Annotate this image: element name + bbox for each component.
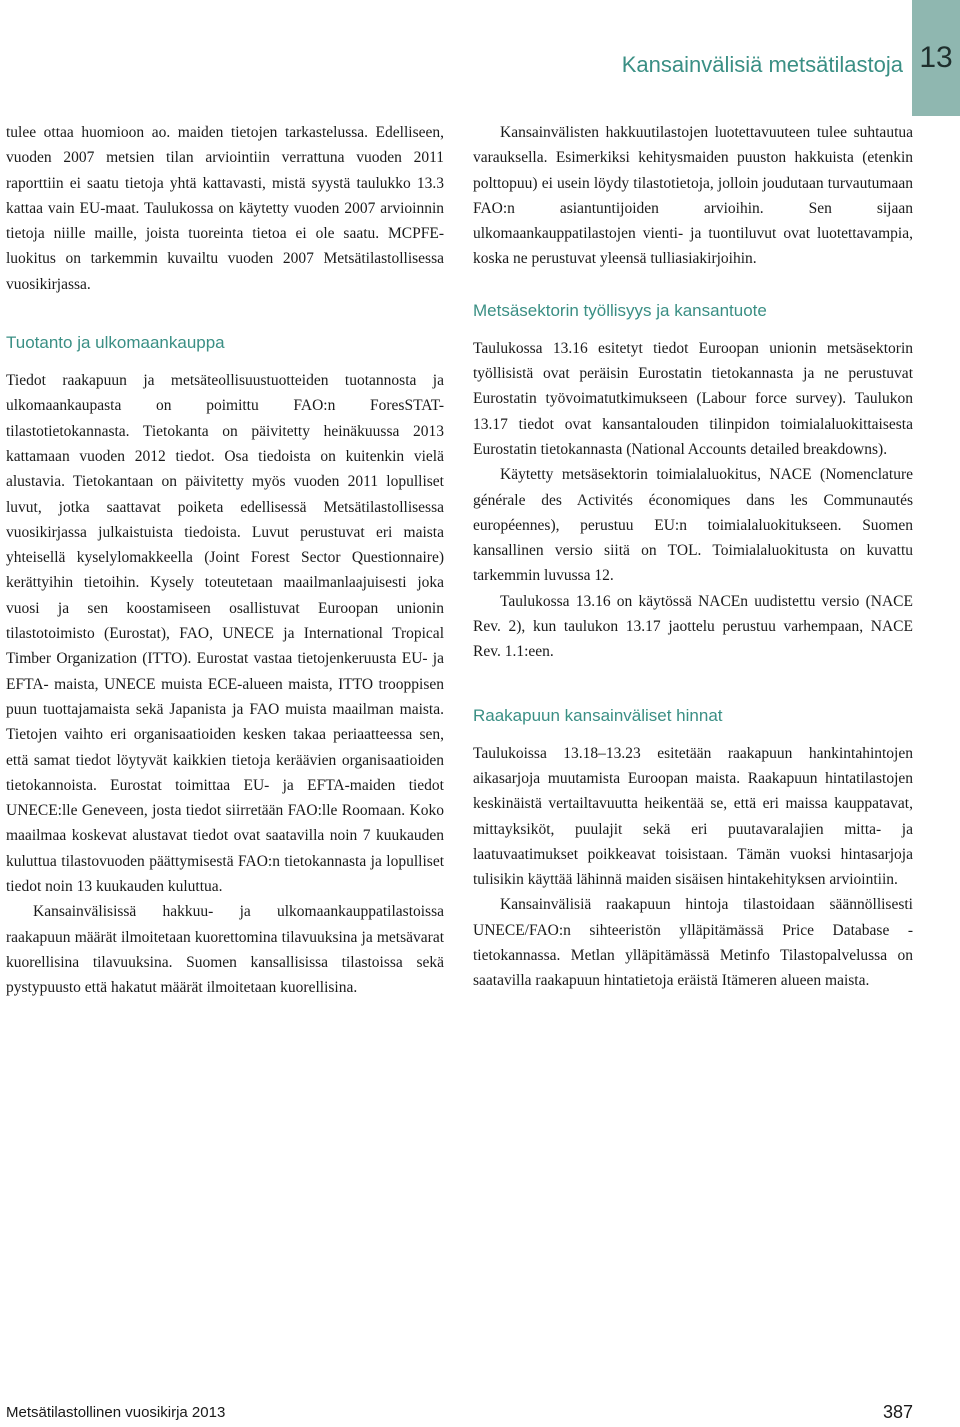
- chapter-number-tab: 13: [912, 0, 960, 116]
- right-column: [473, 120, 913, 994]
- paragraph: Kansainvälisiä raakapuun hintoja tilastoidaan säännöllisesti UNECE/FAO:n sihteeristön ylläpitämässä Price Database -tietokannassa. Metlan ylläpitämässä Metinfo Tilastopalvelussa on saatavilla raakapuun hintatietoja eräistä Itämeren alueen maista.: [473, 896, 913, 990]
- section-heading-production-trade: Tuotanto ja ulkomaankauppa: [6, 333, 225, 353]
- paragraph: Käytetty metsäsektorin toimialaluokitus, NACE (Nomenclature générale des Activités économiques dans les Communautés européennes), perustuu EU:n toimialaluokitukseen. Suomen kansallinen versio siitä on TOL. Toimialaluokitusta on kuvattu tarkemmin luvussa 12.: [473, 466, 913, 585]
- paragraph: Kansainvälisissä hakkuu- ja ulkomaankauppatilastoissa raakapuun määrät ilmoitetaan kuorettomina tilavuuksina ja metsävarat kuorellisina tilavuuksina. Suomen kansallisissa tilastoissa sekä pystypuusto että hakatut määrät ilmoitetaan kuorellisina.: [6, 903, 444, 997]
- page-number: 387: [882, 1402, 913, 1422]
- chapter-title: Kansainvälisiä metsätilastoja: [621, 52, 903, 77]
- section-heading-prices: Raakapuun kansainväliset hinnat: [473, 705, 723, 725]
- section-heading-employment: Metsäsektorin työllisyys ja kansantuote: [473, 300, 767, 320]
- left-column: [6, 120, 444, 1001]
- paragraph: tulee ottaa huomioon ao. maiden tietojen tarkastelussa. Edelliseen, vuoden 2007 metsien tilan arviointiin verrattuna vuoden 2011 raporttiin ei saatu tietoja yhtä kattavasti, mistä syystä taulukko 13.3 kattaa vain EU-maat. Taulukossa on käytetty vuoden 2007 arvioinnin tietoja niille maille, joista tuoreinta tietoa ei ole saatu. MCPFE-luokitus on tarkemmin kuvailtu vuoden 2007 Metsätilastollisessa vuosikirjassa.: [6, 124, 444, 293]
- paragraph: Taulukoissa 13.18–13.23 esitetään raakapuun hankintahintojen aikasarjoja muutamista Euroopan maista. Raakapuun hintatilastojen keskinäistä vertailtavuutta heikentää se, että eri maissa kauppatavat, mittayksiköt, puulajit sekä eri puutavaralajien mitta- ja laatuvaatimukset poikkeavat toisistaan. Tämän vuoksi hintasarjoja tulisikin käyttää lähinnä maiden sisäisen hintakehityksen arviointiin.: [473, 744, 913, 889]
- paragraph: Kansainvälisten hakkuutilastojen luotettavuuteen tulee suhtautua varauksella. Esimerkiksi kehitysmaiden puuston hakkuista (etenkin polttopuu) ei usein löydy tilastotietoja, jolloin joudutaan turvautumaan FAO:n asiantuntijoiden arvioihin. Sen sijaan ulkomaankauppatilastojen vienti- ja tuontiluvut ovat luotettavampia, koska ne perustuvat yleensä tulliasiakirjoihin.: [473, 124, 913, 268]
- footer-publication: Metsätilastollinen vuosikirja 2013: [6, 1404, 226, 1421]
- paragraph: Taulukossa 13.16 on käytössä NACEn uudistettu versio (NACE Rev. 2), kun taulukon 13.17 jaottelu perustuu varhempaan, NACE Rev. 1.1:een.: [473, 592, 913, 661]
- paragraph: Taulukossa 13.16 esitetyt tiedot Euroopan unionin metsäsektorin työllisistä ovat peräisin Eurostatin tietokannasta ja ne perustuvat Eurostatin työvoimatutkimukseen (Labour force survey). Taulukon 13.17 tiedot ovat kansantalouden tilinpidon toimialaluokittaisesta Eurostatin tietokannasta (National Accounts detailed breakdowns).: [473, 339, 913, 458]
- paragraph: Tiedot raakapuun ja metsäteollisuustuotteiden tuotannosta ja ulkomaankaupasta on poimittu FAO:n ForesSTAT-tilastotietokannasta. Tietokanta on päivitetty heinäkuussa 2013 kattamaan vuoden 2012 tiedot. Osa tiedoista on kuitenkin vielä alustavia. Tietokantaan on päivitetty myös vuoden 2011 lopulliset luvut, jotka saattavat poiketa edellisessä Metsätilastollisessa vuosikirjassa julkaistuista tiedoista. Luvut perustuvat eri maista yhteisellä kyselylomakkeella (Joint Forest Sector Questionnaire) kerättyihin tietoihin. Kysely toteutetaan maailmanlaajuisesti joka vuosi ja sen koostamiseen osallistuvat Euroopan unionin tilastotoimisto (Eurostat), FAO, UNECE ja International Tropical Timber Organization (ITTO). Eurostat vastaa tietojenkeruusta EU- ja EFTA- maista, UNECE muista ECE-alueen maista, ITTO trooppisen puun tuottajamaista sekä Japanista ja FAO muista maailman maista. Tietojen vaihto eri organisaatioiden kesken takaa periaatteessa sen, että samat tiedot löytyvät kaikkien tietoja keräävien organisaatioiden tietokannoista. Eurostat toimittaa EU- ja EFTA-maiden tiedot UNECE:lle Geneveen, josta tiedot siirretään FAO:lle Roomaan. Koko maailmaa koskevat alustavat tiedot ovat saatavilla noin 7 kuukauden kuluttua tilastovuoden päättymisestä FAO:n tietokannasta ja lopulliset tiedot noin 13 kuukauden kuluttua.: [6, 372, 444, 896]
